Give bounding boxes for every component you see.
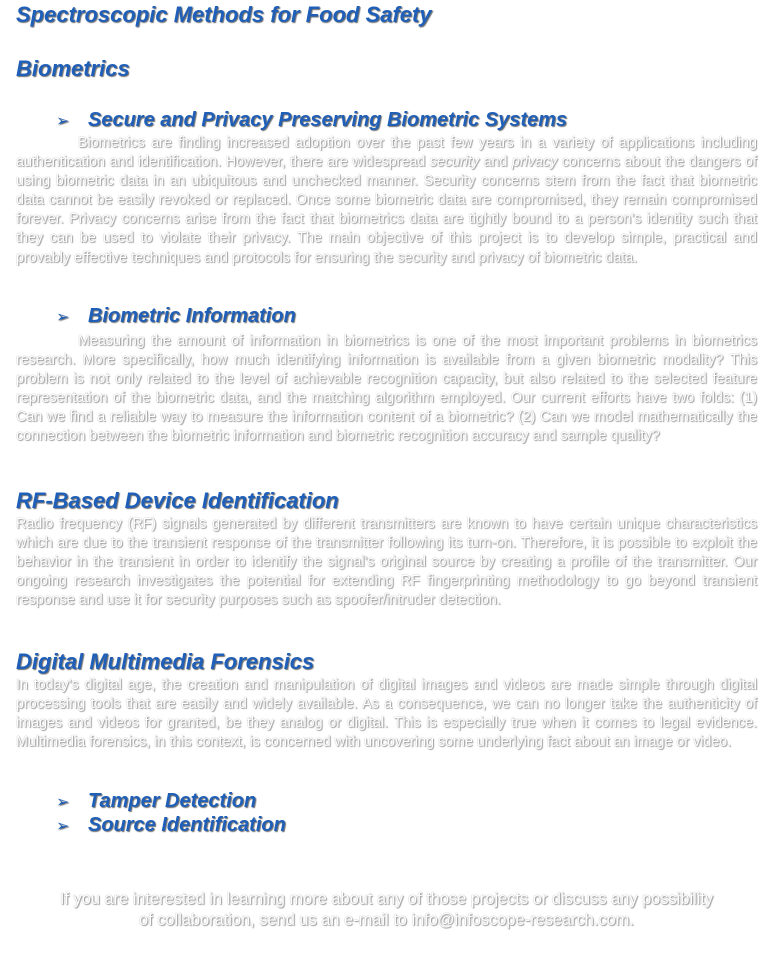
subsection-heading-secure-privacy: Secure and Privacy Preserving Biometric Systems <box>88 109 568 131</box>
arrow-bullet-icon: ➢ <box>56 794 70 811</box>
arrow-bullet-icon: ➢ <box>56 113 70 130</box>
section-heading-forensics: Digital Multimedia Forensics <box>16 649 315 674</box>
subsection-heading-biometric-information: Biometric Information <box>88 305 296 327</box>
arrow-bullet-icon: ➢ <box>56 818 70 835</box>
paragraph-secure-privacy: Biometrics are finding increased adoption over the past few years in a variety of applications including authentication and identification. However, there are widespread security and privacy concerns about the dangers of using biometric data in an ubiquitous and unchecked manner. Security concerns stem from the fact that biometric data cannot be easily revoked or replaced. Once some biometric data are compromised, they remain compromised forever. Privacy concerns arise from the fact that biometrics data are tightly bound to a person's identity such that they can be used to violate their privacy. The main objective of this project is to develop simple, practical and provably effective techniques and protocols for ensuring the security and privacy of biometric data. <box>16 135 757 266</box>
page-title: Spectroscopic Methods for Food Safety <box>16 2 432 27</box>
closing-line-1: If you are interested in learning more about any of those projects or discuss any possibility <box>59 890 714 908</box>
closing-note <box>16 889 757 931</box>
list-item-tamper-detection: Tamper Detection <box>88 790 257 812</box>
section-heading-biometrics: Biometrics <box>16 56 130 81</box>
arrow-bullet-icon: ➢ <box>56 309 70 326</box>
list-item-source-identification: Source Identification <box>88 814 286 836</box>
paragraph-biometric-information: Measuring the amount of information in biometrics is one of the most important problems in biometrics research. More specifically, how much identifying information is available from a given biometric modality? This problem is not only related to the level of achievable recognition capacity, but also related to the selected feature representation of the biometric data, and the matching algorithm employed. Our current efforts have two folds: (1) Can we find a reliable way to measure the information content of a biometric? (2) Can we model mathematically the connection between the biometric information and biometric recognition accuracy and sample quality? <box>16 333 757 445</box>
paragraph-forensics: In today's digital age, the creation and manipulation of digital images and videos are made simple through digital processing tools that are easily and widely available. As a consequence, we can no longer take the authenticity of images and videos for granted, be they analog or digital. This is especially true when it comes to legal evidence. Multimedia forensics, in this context, is concerned with uncovering some underlying fact about an image or video. <box>16 677 757 751</box>
paragraph-rf: Radio frequency (RF) signals generated by different transmitters are known to have certain unique characteristics which are due to the transient response of the transmitter following its turn-on. Therefore, it is possible to exploit the behavior in the transient in order to identify the signal's original source by creating a profile of the transmitter. Our ongoing research investigates the potential for extending RF fingerprinting methodology to go beyond transient response and use it for security purposes such as spoofer/intruder detection. <box>16 516 757 609</box>
closing-line-2: of collaboration, send us an e-mail to info@infoscope-research.com. <box>139 911 634 929</box>
section-heading-rf: RF-Based Device Identification <box>16 488 339 513</box>
